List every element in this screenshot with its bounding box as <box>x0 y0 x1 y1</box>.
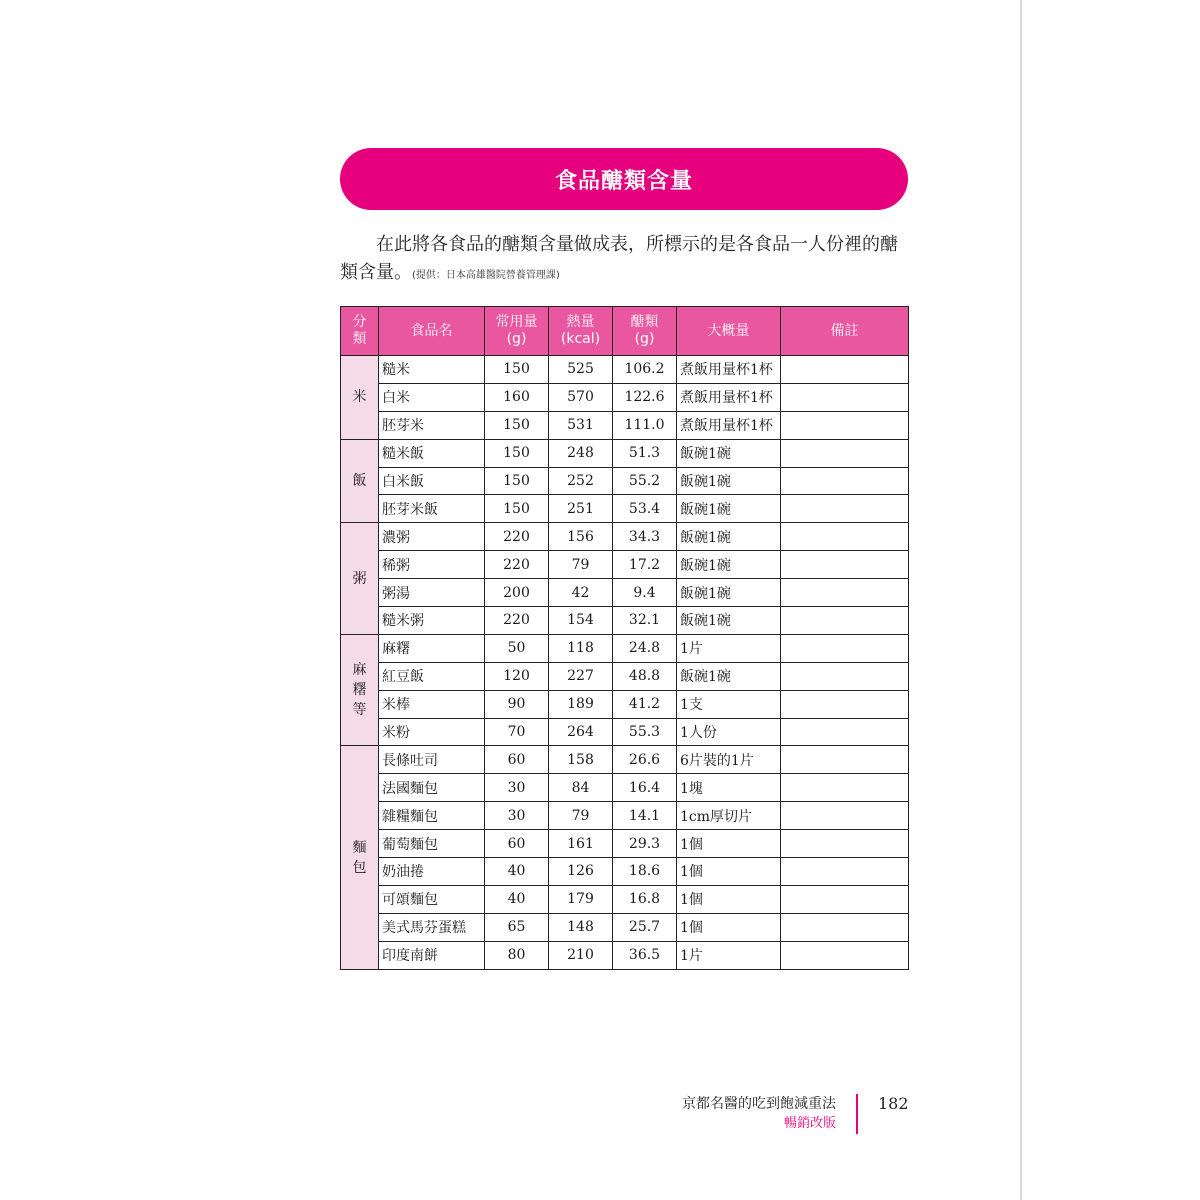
carbs-cell: 34.3 <box>613 523 677 551</box>
calories-cell: 525 <box>549 356 613 384</box>
header-name: 食品名 <box>379 307 485 356</box>
table-row <box>341 356 909 384</box>
approx-cell: 飯碗1碗 <box>677 579 781 607</box>
page-number: 182 <box>878 1094 909 1113</box>
amount-cell: 65 <box>485 913 549 941</box>
amount-cell: 160 <box>485 383 549 411</box>
calories-cell: 179 <box>549 885 613 913</box>
food-name-cell: 米棒 <box>379 690 485 718</box>
notes-cell <box>781 941 909 969</box>
notes-cell <box>781 523 909 551</box>
amount-cell: 220 <box>485 523 549 551</box>
approx-cell: 1個 <box>677 913 781 941</box>
food-name-cell: 米粉 <box>379 718 485 746</box>
calories-cell: 189 <box>549 690 613 718</box>
carbs-cell: 24.8 <box>613 634 677 662</box>
intro-source: (提供：日本高雄醫院營養管理課) <box>412 270 560 281</box>
notes-cell <box>781 830 909 858</box>
amount-cell: 220 <box>485 551 549 579</box>
amount-cell: 80 <box>485 941 549 969</box>
category-cell: 粥 <box>341 523 379 635</box>
calories-cell: 570 <box>549 383 613 411</box>
category-cell: 麻 糬 等 <box>341 634 379 746</box>
food-name-cell: 白米飯 <box>379 467 485 495</box>
notes-cell <box>781 579 909 607</box>
approx-cell: 煮飯用量杯1杯 <box>677 383 781 411</box>
notes-cell <box>781 858 909 886</box>
notes-cell <box>781 746 909 774</box>
amount-cell: 220 <box>485 607 549 635</box>
footer-divider <box>856 1094 858 1134</box>
carbs-cell: 25.7 <box>613 913 677 941</box>
food-name-cell: 麻糬 <box>379 634 485 662</box>
notes-cell <box>781 885 909 913</box>
approx-cell: 煮飯用量杯1杯 <box>677 411 781 439</box>
table-row <box>341 690 909 718</box>
table-row <box>341 913 909 941</box>
table-row <box>341 718 909 746</box>
approx-cell: 1片 <box>677 941 781 969</box>
table-row <box>341 746 909 774</box>
amount-cell: 40 <box>485 885 549 913</box>
food-name-cell: 長條吐司 <box>379 746 485 774</box>
food-name-cell: 胚芽米 <box>379 411 485 439</box>
notes-cell <box>781 802 909 830</box>
table-row <box>341 634 909 662</box>
calories-cell: 227 <box>549 662 613 690</box>
carbs-cell: 122.6 <box>613 383 677 411</box>
amount-cell: 90 <box>485 690 549 718</box>
page-title: 食品醣類含量 <box>554 168 693 194</box>
table-row <box>341 411 909 439</box>
table-row <box>341 495 909 523</box>
approx-cell: 飯碗1碗 <box>677 662 781 690</box>
notes-cell <box>781 913 909 941</box>
header-calories: 熱量 (kcal) <box>549 307 613 356</box>
intro-text: 在此將各食品的醣類含量做成表，所標示的是各食品一人份裡的醣類含量。 <box>340 234 898 283</box>
table-row <box>341 662 909 690</box>
food-name-cell: 糙米 <box>379 356 485 384</box>
carbs-cell: 16.8 <box>613 885 677 913</box>
amount-cell: 70 <box>485 718 549 746</box>
calories-cell: 154 <box>549 607 613 635</box>
calories-cell: 531 <box>549 411 613 439</box>
table-row <box>341 885 909 913</box>
amount-cell: 150 <box>485 467 549 495</box>
amount-cell: 30 <box>485 774 549 802</box>
amount-cell: 40 <box>485 858 549 886</box>
food-name-cell: 胚芽米飯 <box>379 495 485 523</box>
table-row <box>341 607 909 635</box>
approx-cell: 1cm厚切片 <box>677 802 781 830</box>
food-name-cell: 奶油捲 <box>379 858 485 886</box>
table-row <box>341 383 909 411</box>
carbs-cell: 51.3 <box>613 439 677 467</box>
carbs-cell: 16.4 <box>613 774 677 802</box>
table-header-row <box>341 307 909 356</box>
carbs-cell: 36.5 <box>613 941 677 969</box>
notes-cell <box>781 495 909 523</box>
carbs-cell: 18.6 <box>613 858 677 886</box>
calories-cell: 248 <box>549 439 613 467</box>
calories-cell: 264 <box>549 718 613 746</box>
notes-cell <box>781 411 909 439</box>
calories-cell: 148 <box>549 913 613 941</box>
carbs-cell: 48.8 <box>613 662 677 690</box>
amount-cell: 60 <box>485 830 549 858</box>
food-name-cell: 濃粥 <box>379 523 485 551</box>
header-category: 分 類 <box>341 307 379 356</box>
amount-cell: 150 <box>485 411 549 439</box>
amount-cell: 30 <box>485 802 549 830</box>
calories-cell: 84 <box>549 774 613 802</box>
calories-cell: 79 <box>549 551 613 579</box>
approx-cell: 1支 <box>677 690 781 718</box>
approx-cell: 1個 <box>677 830 781 858</box>
food-name-cell: 可頌麵包 <box>379 885 485 913</box>
notes-cell <box>781 467 909 495</box>
notes-cell <box>781 634 909 662</box>
approx-cell: 1塊 <box>677 774 781 802</box>
header-amount: 常用量 (g) <box>485 307 549 356</box>
notes-cell <box>781 662 909 690</box>
amount-cell: 150 <box>485 495 549 523</box>
food-name-cell: 印度南餅 <box>379 941 485 969</box>
notes-cell <box>781 383 909 411</box>
carbs-cell: 9.4 <box>613 579 677 607</box>
carbs-cell: 17.2 <box>613 551 677 579</box>
food-name-cell: 白米 <box>379 383 485 411</box>
table-row <box>341 439 909 467</box>
calories-cell: 79 <box>549 802 613 830</box>
approx-cell: 1片 <box>677 634 781 662</box>
edition-label: 暢銷改版 <box>783 1116 836 1131</box>
calories-cell: 161 <box>549 830 613 858</box>
table-row <box>341 774 909 802</box>
calories-cell: 252 <box>549 467 613 495</box>
category-cell: 麵 包 <box>341 746 379 969</box>
table-row <box>341 830 909 858</box>
amount-cell: 50 <box>485 634 549 662</box>
amount-cell: 150 <box>485 439 549 467</box>
food-name-cell: 稀粥 <box>379 551 485 579</box>
calories-cell: 156 <box>549 523 613 551</box>
approx-cell: 飯碗1碗 <box>677 439 781 467</box>
food-name-cell: 法國麵包 <box>379 774 485 802</box>
food-name-cell: 糙米飯 <box>379 439 485 467</box>
table-row <box>341 523 909 551</box>
amount-cell: 120 <box>485 662 549 690</box>
carbs-cell: 26.6 <box>613 746 677 774</box>
header-carbs: 醣類 (g) <box>613 307 677 356</box>
calories-cell: 118 <box>549 634 613 662</box>
table-row <box>341 802 909 830</box>
table-row <box>341 467 909 495</box>
food-name-cell: 紅豆飯 <box>379 662 485 690</box>
approx-cell: 1個 <box>677 885 781 913</box>
approx-cell: 飯碗1碗 <box>677 551 781 579</box>
calories-cell: 210 <box>549 941 613 969</box>
table-body <box>341 356 909 970</box>
page-edge-divider <box>1020 0 1022 1200</box>
carbs-cell: 111.0 <box>613 411 677 439</box>
calories-cell: 158 <box>549 746 613 774</box>
carbs-cell: 106.2 <box>613 356 677 384</box>
carbs-cell: 41.2 <box>613 690 677 718</box>
book-title: 京都名醫的吃到飽減重法 <box>682 1096 836 1112</box>
approx-cell: 煮飯用量杯1杯 <box>677 356 781 384</box>
category-cell: 飯 <box>341 439 379 523</box>
notes-cell <box>781 607 909 635</box>
approx-cell: 6片裝的1片 <box>677 746 781 774</box>
amount-cell: 150 <box>485 356 549 384</box>
food-name-cell: 糙米粥 <box>379 607 485 635</box>
food-name-cell: 粥湯 <box>379 579 485 607</box>
notes-cell <box>781 690 909 718</box>
food-name-cell: 葡萄麵包 <box>379 830 485 858</box>
notes-cell <box>781 439 909 467</box>
carbs-cell: 29.3 <box>613 830 677 858</box>
approx-cell: 飯碗1碗 <box>677 467 781 495</box>
approx-cell: 飯碗1碗 <box>677 495 781 523</box>
food-name-cell: 美式馬芬蛋糕 <box>379 913 485 941</box>
notes-cell <box>781 774 909 802</box>
header-approx: 大概量 <box>677 307 781 356</box>
carbs-cell: 55.3 <box>613 718 677 746</box>
table-row <box>341 858 909 886</box>
table-row <box>341 551 909 579</box>
amount-cell: 60 <box>485 746 549 774</box>
carbs-cell: 53.4 <box>613 495 677 523</box>
notes-cell <box>781 718 909 746</box>
carbs-cell: 32.1 <box>613 607 677 635</box>
notes-cell <box>781 551 909 579</box>
intro-paragraph <box>340 231 910 290</box>
header-notes: 備註 <box>781 307 909 356</box>
calories-cell: 251 <box>549 495 613 523</box>
section-banner <box>340 148 908 210</box>
carb-content-table <box>340 306 909 970</box>
approx-cell: 飯碗1碗 <box>677 607 781 635</box>
amount-cell: 200 <box>485 579 549 607</box>
approx-cell: 飯碗1碗 <box>677 523 781 551</box>
calories-cell: 42 <box>549 579 613 607</box>
table-row <box>341 579 909 607</box>
table-row <box>341 941 909 969</box>
approx-cell: 1個 <box>677 858 781 886</box>
carbs-cell: 55.2 <box>613 467 677 495</box>
calories-cell: 126 <box>549 858 613 886</box>
category-cell: 米 <box>341 356 379 440</box>
notes-cell <box>781 356 909 384</box>
approx-cell: 1人份 <box>677 718 781 746</box>
carbs-cell: 14.1 <box>613 802 677 830</box>
food-name-cell: 雜糧麵包 <box>379 802 485 830</box>
